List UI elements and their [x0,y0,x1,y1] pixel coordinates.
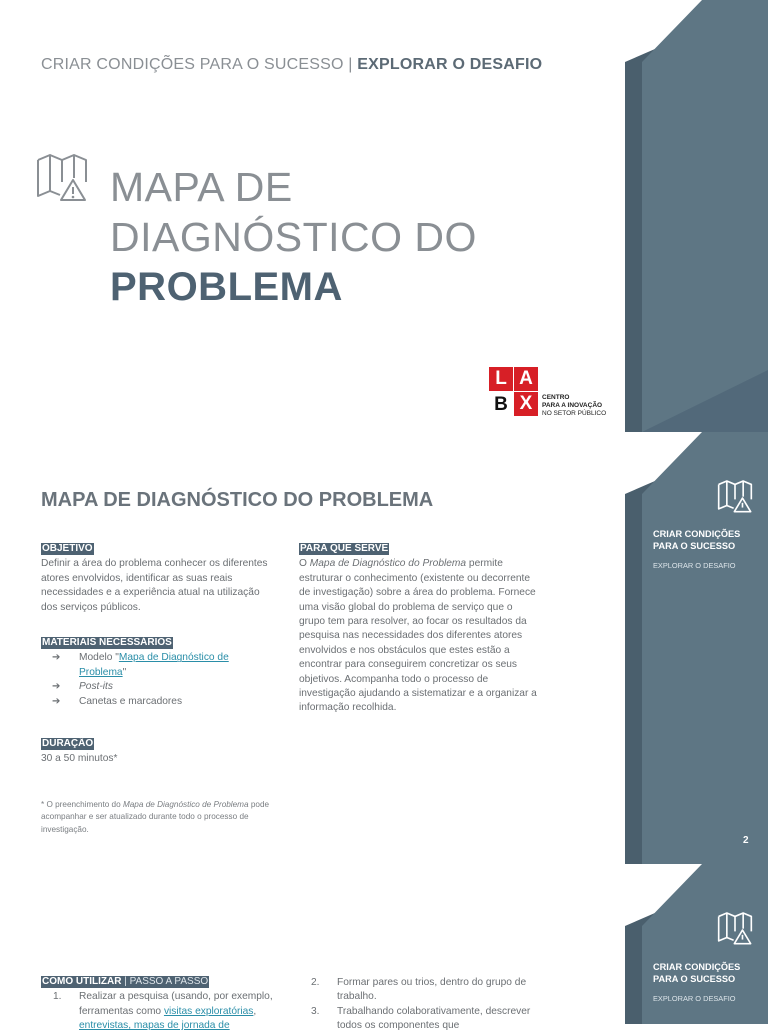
steps-page [0,864,768,1032]
visitas-link[interactable]: visitas exploratórias [163,1005,254,1017]
objetivo-text: Definir a área do problema conhecer os diferentes atores envolvidos, identificar as suas reais necessidades e a experiência atual na utilização dos serviços públicos. [41,558,268,613]
item-text: " [122,666,127,678]
para-que-serve-label: PARA QUE SERVE [300,543,389,554]
cover-page [0,0,768,432]
step-text-part: ferramentas como [79,1005,164,1017]
steps-list [41,990,281,1033]
logo-letter-b: B [489,392,513,416]
page-title [110,162,477,312]
steps-right-column [299,975,539,1034]
para-text: O [299,558,310,570]
step-text-part: , [253,1005,257,1017]
band-map-warning-icon [717,911,753,945]
band-section-title [653,529,740,552]
step-text: todos os componentes que [337,1020,460,1032]
step-number: 1. [53,991,62,1003]
materiais-label: MATERIAIS NECESSÁRIOS [42,637,172,649]
step-text: Formar pares ou trios, dentro do grupo de trabalho. [337,977,527,1003]
entrevistas-link[interactable]: entrevistas, mapas de jornada de [79,1020,230,1032]
side-band [625,0,768,432]
band-subtitle: EXPLORAR O DESAFIO [653,994,736,1003]
footnote-text: * O preenchimento do [41,800,123,809]
band-title-line-1: CRIAR CONDIÇÕES [653,962,741,972]
footnote-italic: Mapa de Diagnóstico de Problema [122,800,249,809]
logo-caption-line-1: CENTRO [542,394,570,401]
title-line-2: DIAGNÓSTICO DO [110,214,477,260]
logo-caption [542,394,606,418]
info-page [0,432,768,864]
para-text: permite estruturar o conhecimento (existente ou decorrente de investigação) sobre a área do problema. Fornece uma visão global do problema de serviço que o grupo tem para resolver, ao focar os resultados da pesquisa nas necessidades dos diferentes atores envolvidos e nos obstáculos que estes estão a encontrar para conseguirem concretizar os seus objetivos. Acompanha todo o processo de investigação ajudando a sistematizar e a organizar a informação recolhida. [299,558,537,714]
header-section: CRIAR CONDIÇÕES PARA O SUCESSO | [41,56,358,73]
title-line-1: MAPA DE [110,164,293,210]
page-number: 2 [743,835,749,846]
label-bold: COMO UTILIZAR [42,976,122,987]
list-item [299,976,539,1005]
right-column [299,542,539,716]
materiais-list [41,651,276,709]
band-section-title [653,962,740,985]
arrow-icon: ➔ [52,652,61,664]
logo-caption-line-3: NO SETOR PÚBLICO [542,410,607,417]
step-number: 3. [311,1005,320,1017]
label-light: | PASSO A PASSO [121,976,209,987]
map-warning-icon [36,152,88,202]
logo-letter-l: L [489,367,513,391]
arrow-icon: ➔ [52,695,61,707]
footnote [41,799,281,836]
logo-letter-x: X [514,392,538,416]
band-title-line-2: PARA O SUCESSO [653,973,736,984]
list-item [41,680,276,694]
duracao-text: 30 a 50 minutos* [41,753,118,765]
band-map-warning-icon [717,479,753,513]
step-text: Trabalhando colaborativamente, descrever [337,1005,531,1017]
para-italic: Mapa de Diagnóstico do Problema [309,558,467,570]
list-item [41,695,276,709]
objetivo-label: OBJETIVO [42,543,93,554]
list-item [41,990,281,1033]
labx-logo [489,367,609,419]
como-utilizar-label [41,976,209,988]
band-subtitle: EXPLORAR O DESAFIO [653,561,736,570]
step-number: 2. [311,977,320,988]
section-title: MAPA DE DIAGNÓSTICO DO PROBLEMA [41,489,434,511]
step-text [79,1005,281,1019]
item-text: Post-its [79,681,113,693]
item-text: Modelo " [79,652,119,664]
breadcrumb-header [41,56,542,74]
header-subsection: EXPLORAR O DESAFIO [357,56,543,73]
band-title-line-1: CRIAR CONDIÇÕES [653,529,741,539]
step-text [79,1019,281,1033]
step-text: Realizar a pesquisa (usando, por exemplo, [79,991,273,1003]
list-item [41,651,276,680]
title-line-3: PROBLEMA [110,265,343,309]
left-column [41,542,276,767]
logo-caption-line-2: PARA A INOVAÇÃO [542,402,603,409]
template-link[interactable]: Mapa de Diagnóstico de Problema [79,652,229,678]
logo-letter-a: A [514,367,538,391]
steps-list [299,976,539,1034]
arrow-icon: ➔ [52,681,61,693]
para-que-serve-text [299,557,539,715]
steps-left-column [41,975,281,1034]
list-item [299,1005,539,1034]
footnote-text: pode acompanhar e ser atualizado durante todo o processo de investigação. [41,800,270,834]
item-text: Canetas e marcadores [79,695,183,707]
band-title-line-2: PARA O SUCESSO [653,540,736,551]
duracao-label: DURAÇÃO [42,738,94,750]
